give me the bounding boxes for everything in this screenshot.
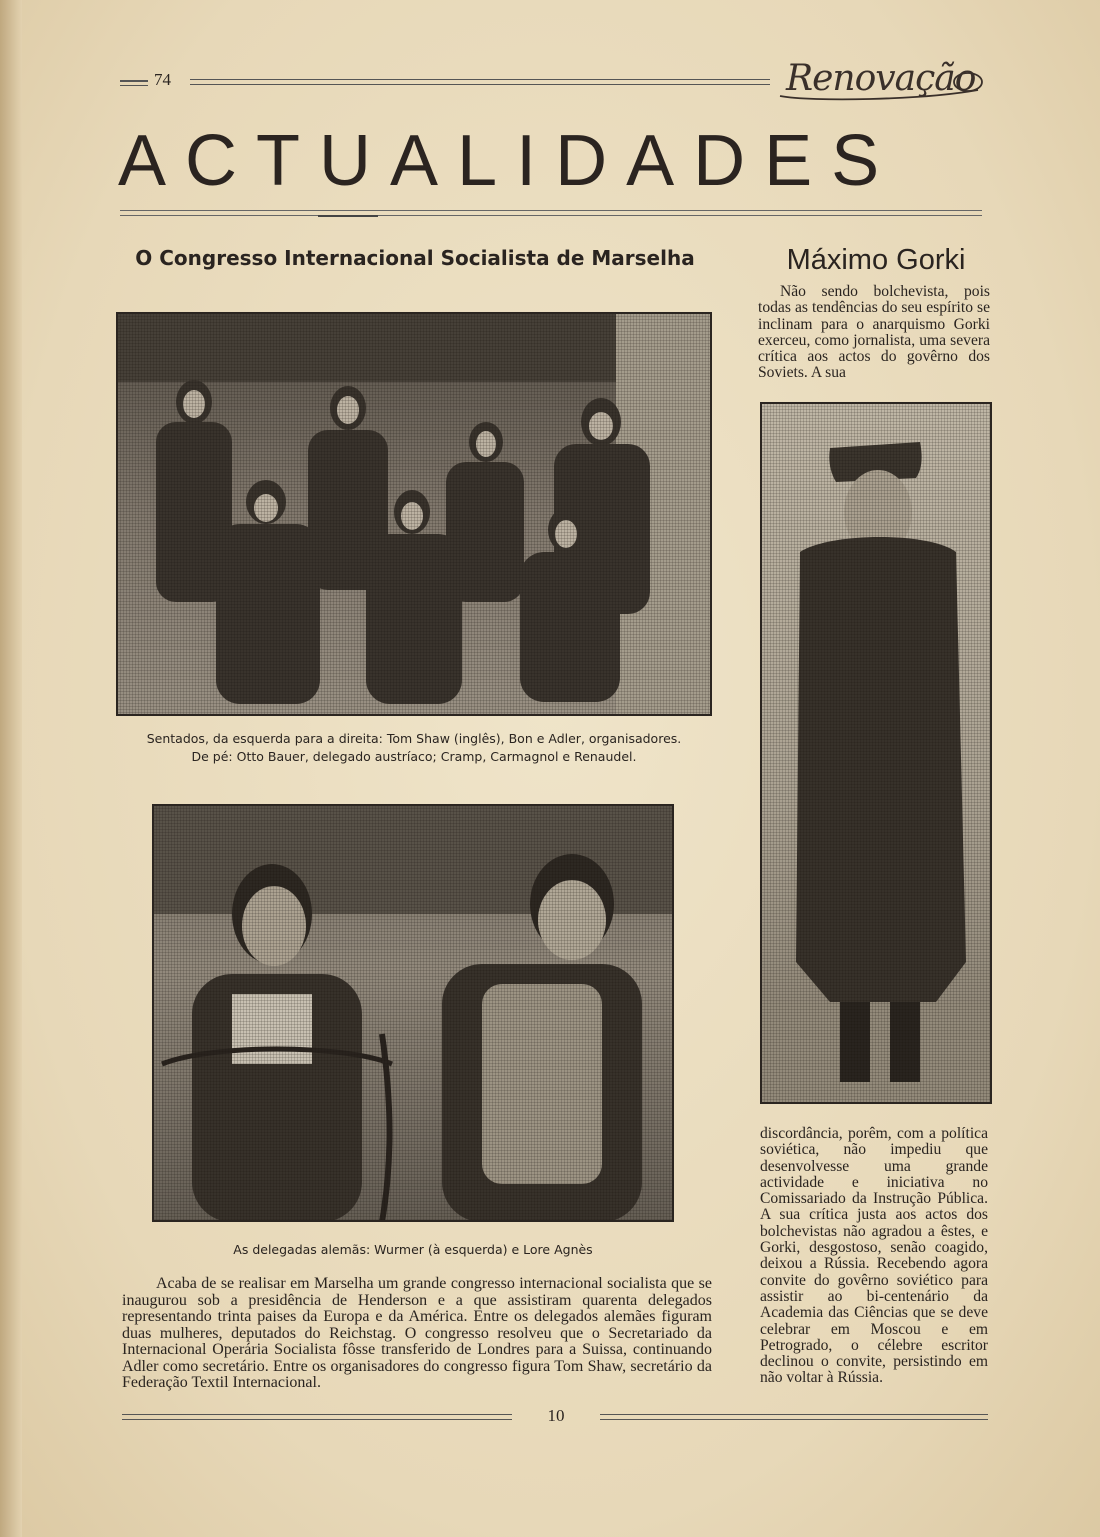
footer-page-number: 10 — [547, 1406, 565, 1425]
page-header — [120, 58, 982, 102]
footer-rule-left — [122, 1414, 512, 1420]
header-dash — [120, 80, 148, 82]
gorki-article-top: Não sendo bolchevista, pois todas as tendências do seu espírito se inclinam para o anarquismo Gorki exerceu, como jornalista, uma severa crítica aos actos do govêrno dos Soviets. A sua — [758, 283, 990, 382]
page-spine — [0, 0, 22, 1537]
caption-line: De pé: Otto Bauer, delegado austríaco; Cramp, Carmagnol e Renaudel. — [191, 749, 637, 764]
renovacao-logo — [772, 56, 987, 104]
gorki-article-bottom: discordância, porêm, com a política soviética, não impediu que desenvolvesse uma grande actividade e iniciativa no Comissariado da Instrução Pública. A sua crítica justa aos actos dos bolchevistas não agradou a êstes, e Gorki, desgostoso, senão coagido, deixou a Rússia. Recebendo agora convite do govêrno soviético para assistir ao bi-centenário da Academia das Ciências que se deve celebrar em Moscou e em Petrogrado, o célebre escritor declinou o convite, persistindo em não voltar à Rússia. — [760, 1125, 988, 1387]
congress-article-body: Acaba de se realisar em Marselha um grande congresso internacional socialista que se inaugurou sob a presidência de Henderson e a que assistiram quarenta delegados representando trinta paises da Europa e da América. Entre os delegados alemães figuram duas mulheres, deputados do Reichstag. O congresso resolveu que o Secretariado da Internacional Operária Socialista fôsse transferido de Londres para a Suissa, continuando Adler como secretário. Entre os organisadores do congresso figura Tom Shaw, secretário da Federação Textil Internacional. — [122, 1275, 712, 1391]
header-dash — [120, 85, 148, 86]
delegates-photo — [152, 804, 674, 1222]
caption-line: Sentados, da esquerda para a direita: Tom Shaw (inglês), Bon e Adler, organisadores. — [146, 731, 682, 746]
article-heading-congress: O Congresso Internacional Socialista de Marselha — [135, 246, 695, 270]
page-number: 74 — [154, 70, 171, 89]
group-photo — [116, 312, 712, 716]
photo-frame — [760, 402, 992, 1104]
photo-frame — [116, 312, 712, 716]
gorki-portrait — [760, 402, 992, 1104]
title-rule-accent — [318, 215, 378, 217]
title-rule — [120, 210, 982, 216]
delegates-photo-caption: As delegadas alemãs: Wurmer (à esquerda) e Lore Agnès — [233, 1242, 593, 1257]
article-heading-gorki: Máximo Gorki — [786, 244, 966, 276]
page-title: ACTUALIDADES — [118, 121, 899, 201]
photo-frame — [152, 804, 674, 1222]
header-rule — [190, 79, 770, 85]
logo-text: Renovação — [786, 58, 976, 99]
group-photo-caption — [116, 730, 712, 766]
footer-rule-right — [600, 1414, 988, 1420]
